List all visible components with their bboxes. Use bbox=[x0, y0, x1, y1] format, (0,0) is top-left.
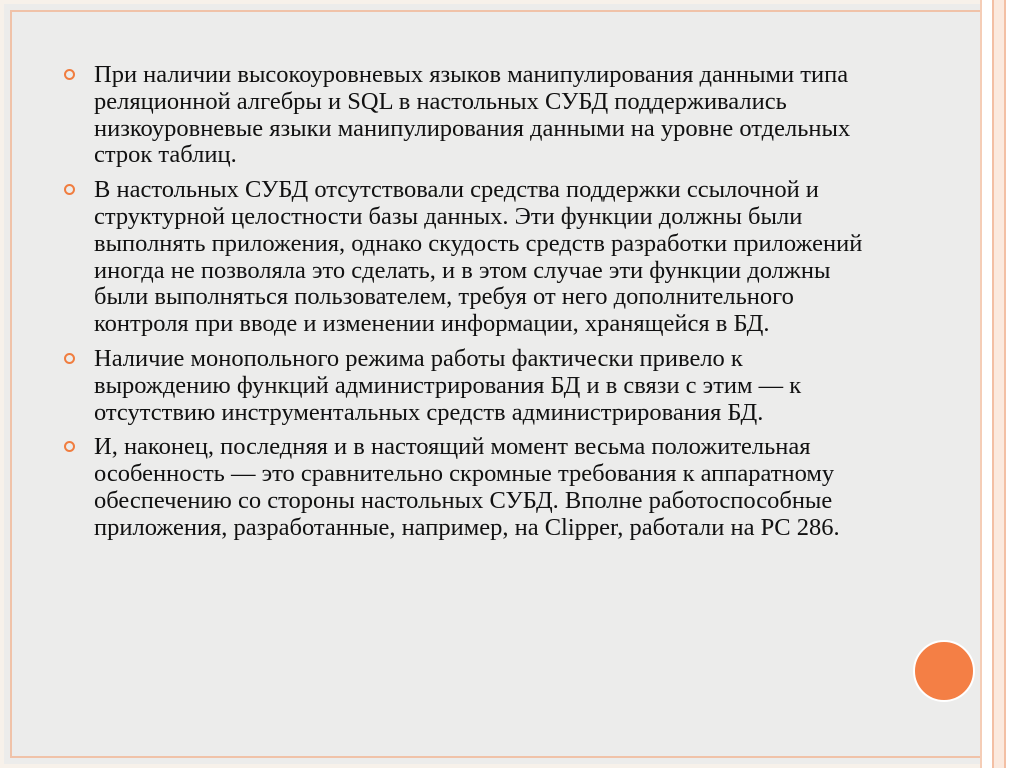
bullet-item bbox=[62, 62, 882, 169]
bullet-circle-icon bbox=[64, 441, 75, 452]
bullet-item bbox=[62, 346, 882, 426]
bullet-circle-icon bbox=[64, 69, 75, 80]
bullet-item bbox=[62, 177, 882, 338]
bullet-text: При наличии высокоуровневых языков манипулирования данными типа реляционной алгебры и SQL в настольных СУБД поддерживались низкоуровневые языки манипулирования данными на уровне отдельных строк таблиц. bbox=[94, 61, 851, 169]
bullet-text: Наличие монопольного режима работы фактически привело к вырождению функций администрирования БД и в связи с этим — к отсутствию инструментальных средств администрирования БД. bbox=[94, 344, 802, 426]
bullet-circle-icon bbox=[64, 353, 75, 364]
bullet-circle-icon bbox=[64, 184, 75, 195]
decorative-stripes bbox=[980, 0, 1024, 768]
bullet-text: В настольных СУБД отсутствовали средства поддержки ссылочной и структурной целостности базы данных. Эти функции должны были выполнять приложения, однако скудость средств разработки приложений иногда не позволяла это сделать, и в этом случае эти функции должны были выполняться пользователем, требуя от него дополнительного контроля при вводе и изменении информации, хранящейся в БД. bbox=[94, 176, 863, 338]
slide-content bbox=[62, 62, 882, 550]
accent-circle bbox=[913, 640, 975, 702]
bullet-list bbox=[62, 62, 882, 542]
bullet-text: И, наконец, последняя и в настоящий момент весьма положительная особенность — это сравнительно скромные требования к аппаратному обеспечению со стороны настольных СУБД. Вполне работоспособные приложения, разработанные, например, на Clipper, работали на PC 286. bbox=[94, 433, 840, 541]
bullet-item bbox=[62, 434, 882, 541]
